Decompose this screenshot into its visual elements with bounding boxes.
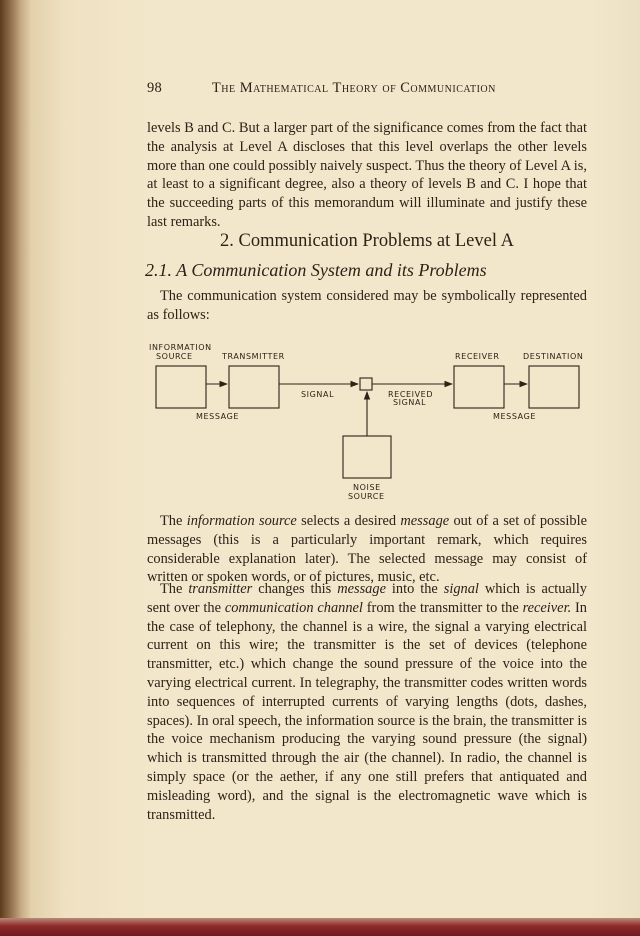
p4-term-communication-channel: communication channel [224,599,363,616]
p4-term-message: message [337,581,386,597]
p4-text-2: changes this [252,581,338,597]
label-information: INFORMATION [149,343,212,352]
page-bottom-edge [0,918,640,936]
paragraph-3 [147,512,587,587]
p4-text-6: In the case of telephony, the channel is a wire, the signal a varying electrical current on this wire; the transmitter is the set of devices (telephone transmitter, etc.) which change the sound pressure of the voice into the varying electrical current. In telegraphy, the transmitter codes written words into sequences of interrupted currents of varying lengths (dots, dashes, spaces). In oral speech, the information source is the brain, the transmitter is the voice mechanism producing the varying sound pressure (the signal) which is transmitted through the air (the channel). In radio, the channel is simply space (or the aether, if any one still prefers that antiquated and misleading word), and the signal is the electromagnetic wave which is transmitted. [147,599,587,823]
p4-text-5: from the transmitter to the [362,599,523,616]
paragraph-2: The communication system considered may be symbolically represented as follows: [147,288,587,323]
paragraph-4 [147,580,587,824]
page-number: 98 [147,80,162,96]
p4-text-3: into the [385,581,444,597]
p3-term-message: message [400,513,450,529]
label-received: RECEIVED [388,390,434,399]
communication-system-diagram [145,340,590,505]
p4-term-transmitter: transmitter [188,581,253,597]
running-head [147,80,587,100]
p4-text-1: The [160,581,189,597]
label-message-right: MESSAGE [493,412,537,421]
label-message-left: MESSAGE [196,412,240,421]
label-receiver: RECEIVER [455,352,500,361]
section-heading: 2. Communication Problems at Level A [220,231,514,251]
transmitter-box [229,366,279,408]
label-received-signal: SIGNAL [393,398,427,407]
label-noise: NOISE [353,483,381,492]
p3-text-3: out of a set of possible messages (this is a particularly important remark, which requires considerable explanation later). The selected message may consist of written or spoken words, or of pictures, music, etc. [147,513,587,586]
label-transmitter: TRANSMITTER [222,352,285,361]
running-head-title: The Mathematical Theory of Communication [211,80,496,96]
label-noise-source: SOURCE [348,492,385,501]
noise-source-box [343,436,391,478]
receiver-box [454,366,504,408]
information-source-box [156,366,206,408]
label-signal: SIGNAL [301,390,335,399]
noise-modulator-box [360,378,372,390]
subsection-heading: 2.1. A Communication System and its Problems [145,260,487,280]
p3-text-2: selects a desired [296,513,401,529]
p3-text-1: The [160,513,187,529]
p4-term-receiver: receiver. [522,599,572,616]
label-source: SOURCE [156,352,193,361]
paragraph-1: levels B and C. But a larger part of the significance comes from the fact that the analysis at Level A discloses that this level overlaps the other levels more than one could possibly naively suspect. Thus the theory of Level A is, at least to a significant degree, also a theory of levels B and C. I hope that the succeeding parts of this memorandum will illuminate and justify these last remarks. [147,120,587,230]
p4-term-signal: signal [443,581,479,597]
label-destination: DESTINATION [523,352,584,361]
p4-text-4: which is actually sent over the [147,581,587,616]
destination-box [529,366,579,408]
p3-term-information-source: information source [186,513,297,529]
